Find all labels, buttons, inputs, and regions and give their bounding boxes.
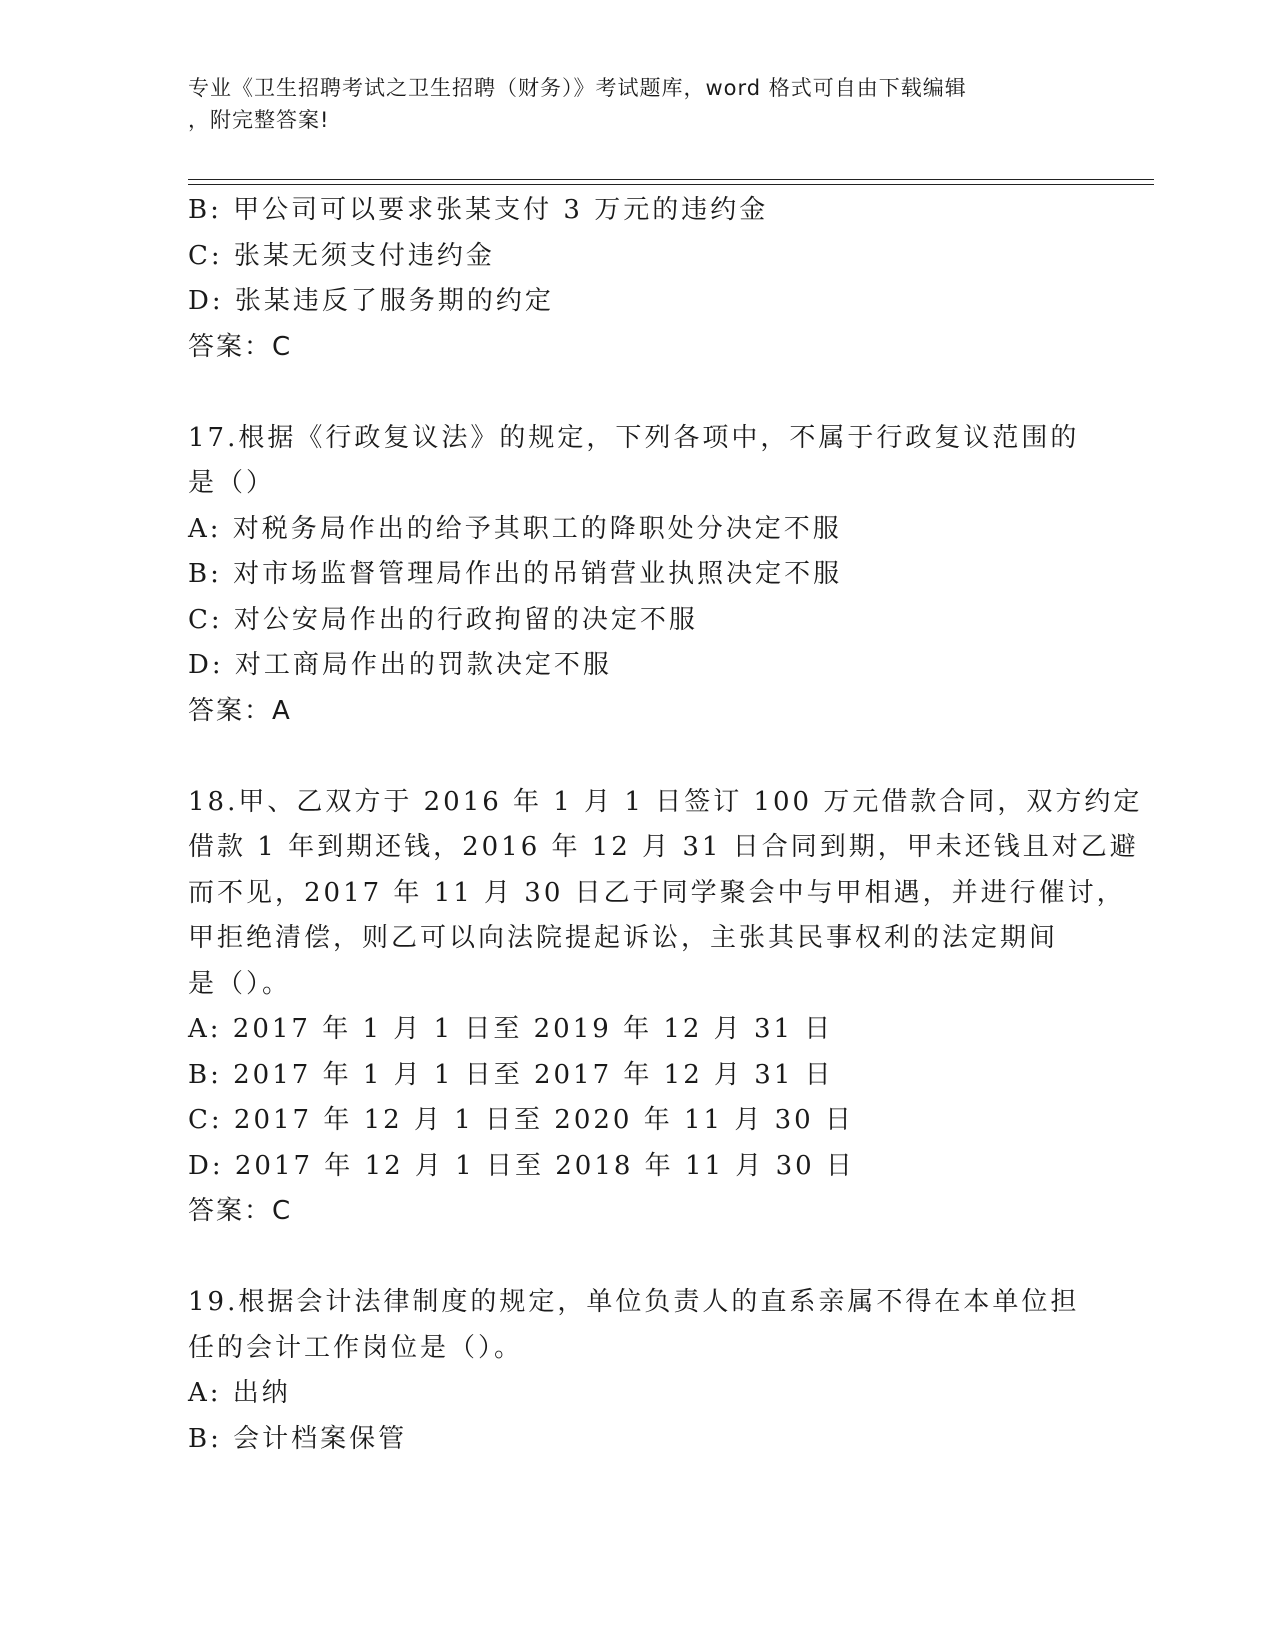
q18-stem-line-1: 18.甲、乙双方于 2016 年 1 月 1 日签订 100 万元借款合同，双方约定	[188, 786, 1143, 817]
q18-stem-line-5: 是（）。	[188, 968, 292, 999]
header-line-1: 专业《卫生招聘考试之卫生招聘（财务）》考试题库，word 格式可自由下载编辑	[188, 76, 967, 100]
q18-option-b: B: 2017 年 1 月 1 日至 2017 年 12 月 31 日	[188, 1059, 834, 1090]
question-19	[188, 1280, 1088, 1462]
q19-option-a: A: 出纳	[188, 1378, 291, 1408]
question-18	[188, 780, 1143, 1235]
q18-option-a: A: 2017 年 1 月 1 日至 2019 年 12 月 31 日	[188, 1014, 834, 1044]
question-list	[188, 188, 1143, 1462]
header-divider-top	[188, 179, 1154, 180]
q16-answer: 答案：C	[188, 331, 293, 362]
q17-option-c: C: 对公安局作出的行政拘留的决定不服	[188, 604, 698, 635]
q17-option-b: B: 对市场监督管理局作出的吊销营业执照决定不服	[188, 559, 843, 589]
q18-option-c: C: 2017 年 12 月 1 日至 2020 年 11 月 30 日	[188, 1105, 854, 1135]
header-line-2: ，附完整答案!	[188, 108, 330, 132]
q17-option-d: D: 对工商局作出的罚款决定不服	[188, 650, 612, 680]
q18-stem-line-3: 而不见，2017 年 11 月 30 日乙于同学聚会中与甲相遇，并进行催讨，	[188, 877, 1126, 908]
q17-answer: 答案：A	[188, 695, 292, 726]
q16-option-b: B: 甲公司可以要求张某支付 3 万元的违约金	[188, 195, 769, 225]
question-17	[188, 416, 1088, 735]
q19-stem-line-1: 19.根据会计法律制度的规定，单位负责人的直系亲属不得在本单位担	[188, 1287, 1080, 1317]
q17-stem-line-2: 是（）	[188, 468, 276, 498]
q18-option-d: D: 2017 年 12 月 1 日至 2018 年 11 月 30 日	[188, 1150, 855, 1181]
q18-stem-line-4: 甲拒绝清偿，则乙可以向法院提起诉讼，主张其民事权利的法定期间	[188, 923, 1059, 953]
q17-option-a: A: 对税务局作出的给予其职工的降职处分决定不服	[188, 513, 842, 544]
q18-answer: 答案：C	[188, 1196, 293, 1226]
document-header	[188, 72, 1068, 136]
q16-option-c: C: 张某无须支付违约金	[188, 240, 495, 271]
header-divider-bottom	[188, 184, 1154, 185]
q17-stem-line-1: 17.根据《行政复议法》的规定，下列各项中，不属于行政复议范围的	[188, 422, 1080, 453]
question-16	[188, 188, 1088, 370]
q19-option-b: B: 会计档案保管	[188, 1423, 408, 1454]
q18-stem-line-2: 借款 1 年到期还钱，2016 年 12 月 31 日合同到期，甲未还钱且对乙避	[188, 832, 1139, 862]
q19-stem-line-2: 任的会计工作岗位是（）。	[188, 1332, 524, 1363]
q16-option-d: D: 张某违反了服务期的约定	[188, 286, 554, 316]
